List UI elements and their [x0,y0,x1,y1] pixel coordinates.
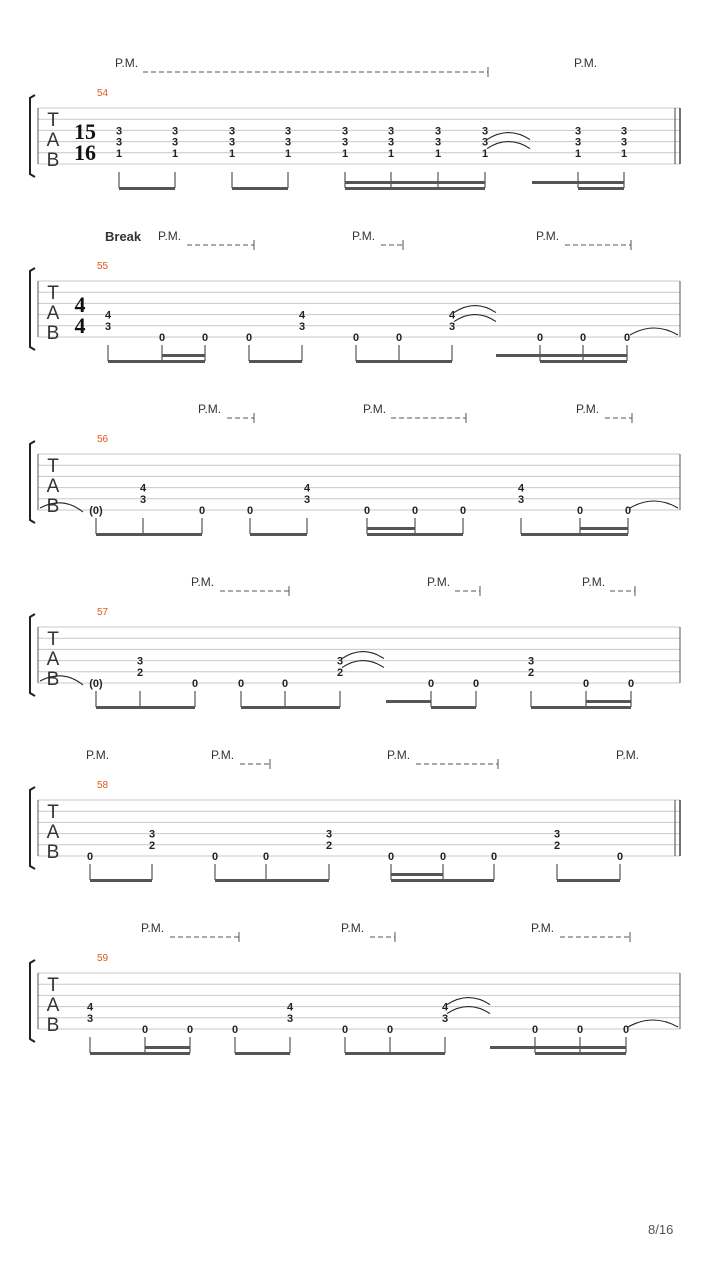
beam [90,1052,190,1055]
fret-number: 3 [553,828,561,841]
beam-secondary [367,527,415,530]
fret-number: 3 [104,320,112,333]
fret-number: 0 [352,332,360,344]
beam-secondary [162,354,205,357]
measure-number: 56 [97,434,109,445]
fret-number: 3 [434,125,442,138]
measure-number: 57 [97,607,109,618]
fret-number: 4 [139,482,147,495]
section-label: Break [105,229,142,244]
measure-number: 54 [97,88,109,99]
fret-number: 3 [574,136,582,149]
fret-number: 3 [115,136,123,149]
beam [367,533,463,536]
fret-number: 3 [115,125,123,138]
fret-number: 0 [622,1024,630,1036]
fret-number: 1 [620,147,628,160]
beam [557,879,620,882]
fret-number: 0 [191,678,199,690]
fret-number: 3 [298,320,306,333]
palm-mute-label: P.M. [141,921,165,935]
fret-number: 3 [286,1012,294,1025]
tie [454,315,496,322]
beam [235,1052,290,1055]
beam-secondary [391,873,443,876]
staff-system-54 [30,56,680,190]
fret-number: 2 [325,839,333,852]
tab-clef-letter: T [47,975,59,996]
palm-mute-label: P.M. [531,921,555,935]
fret-number: 1 [341,147,349,160]
tab-clef-letter: B [46,323,60,344]
tie-to-next [630,328,678,335]
beam [119,187,175,190]
fret-number: 2 [136,666,144,679]
fret-number: 0 [186,1024,194,1036]
fret-number: 3 [527,655,535,668]
palm-mute-label: P.M. [352,229,376,243]
tab-clef-letter: A [46,822,60,843]
tab-clef-letter: A [46,995,60,1016]
fret-number: 3 [341,136,349,149]
staff-bracket [30,960,35,1042]
fret-number: 0 [246,505,254,517]
fret-number: 3 [434,136,442,149]
palm-mute-label: P.M. [341,921,365,935]
beam [241,706,340,709]
tie [487,133,530,140]
fret-number: 0 [262,851,270,863]
fret-number: 0 [387,851,395,863]
beam [578,187,624,190]
time-signature-bottom: 4 [74,313,86,338]
fret-number: 0 [623,332,631,344]
fret-number: 0 [624,505,632,517]
fret-number: 0 [395,332,403,344]
beam-secondary [145,1046,190,1049]
fret-number: 0 [201,332,209,344]
fret-number: 3 [284,125,292,138]
fret-number: 3 [341,125,349,138]
fret-number: 0 [411,505,419,517]
fret-number: 3 [228,136,236,149]
fret-number: 3 [448,320,456,333]
fret-number: 3 [171,136,179,149]
fret-number: 0 [237,678,245,690]
beam [345,1052,445,1055]
beam [540,360,627,363]
fret-number: 1 [284,147,292,160]
fret-number: 3 [139,493,147,506]
beam-secondary [532,181,624,184]
fret-number: 3 [620,125,628,138]
fret-number: 0 [211,851,219,863]
fret-number: 0 [198,505,206,517]
fret-number: 1 [574,147,582,160]
fret-number: 1 [434,147,442,160]
palm-mute-label: P.M. [387,748,411,762]
tie-to-next [630,501,678,508]
staff-system-55 [30,229,680,363]
beam-secondary [490,1046,626,1049]
beam [531,706,631,709]
palm-mute-label: P.M. [427,575,451,589]
fret-number: 3 [387,125,395,138]
fret-number: 3 [228,125,236,138]
fret-number: 0 [281,678,289,690]
beam-secondary [586,700,631,703]
fret-number: 0 [531,1024,539,1036]
palm-mute-label: P.M. [616,748,640,762]
tab-clef-letter: B [46,842,60,863]
fret-number: 0 [459,505,467,517]
fret-number: 0 [536,332,544,344]
fret-number: 1 [171,147,179,160]
beam-secondary [386,700,431,703]
beam [250,533,307,536]
staff-bracket [30,441,35,523]
fret-number: 0 [341,1024,349,1036]
fret-number: 3 [387,136,395,149]
palm-mute-label: P.M. [191,575,215,589]
beam [391,879,494,882]
fret-number: 0 [579,332,587,344]
fret-number: 2 [527,666,535,679]
beam [249,360,302,363]
time-signature-top: 4 [74,292,86,317]
beam [96,706,195,709]
tab-clef-letter: B [46,150,60,171]
tie [447,1007,490,1014]
fret-number: 0 [616,851,624,863]
palm-mute-label: P.M. [574,56,598,70]
beam [535,1052,626,1055]
fret-number: 3 [284,136,292,149]
fret-number: 4 [441,1001,449,1014]
fret-number: 4 [286,1001,294,1014]
measure-number: 58 [97,780,109,791]
fret-number: 4 [86,1001,94,1014]
fret-number: 3 [171,125,179,138]
tab-clef-letter: A [46,649,60,670]
fret-number: 4 [303,482,311,495]
fret-number: 3 [148,828,156,841]
fret-number: 3 [336,655,344,668]
tab-clef-letter: A [46,476,60,497]
fret-number: 1 [387,147,395,160]
palm-mute-label: P.M. [158,229,182,243]
tab-clef-letter: T [47,283,59,304]
fret-number: 0 [582,678,590,690]
fret-number: 0 [490,851,498,863]
staff-system-57 [30,575,680,709]
fret-number: 0 [363,505,371,517]
fret-number: 0 [245,332,253,344]
beam [108,360,205,363]
fret-number: 4 [298,309,306,322]
tab-clef-letter: T [47,629,59,650]
palm-mute-label: P.M. [211,748,235,762]
fret-number: 3 [481,125,489,138]
fret-number: 4 [517,482,525,495]
fret-number: 0 [439,851,447,863]
tab-clef-letter: A [46,303,60,324]
palm-mute-label: P.M. [536,229,560,243]
measure-number: 59 [97,953,109,964]
fret-number: 3 [441,1012,449,1025]
staff-system-58 [30,748,680,882]
fret-number: 2 [148,839,156,852]
beam [356,360,452,363]
beam [215,879,329,882]
fret-number: 0 [427,678,435,690]
staff-bracket [30,787,35,869]
palm-mute-label: P.M. [582,575,606,589]
fret-number: 3 [574,125,582,138]
fret-number: 1 [115,147,123,160]
beam [431,706,476,709]
tab-clef-letter: T [47,110,59,131]
fret-number: 0 [472,678,480,690]
fret-number: 3 [303,493,311,506]
fret-number: 1 [481,147,489,160]
fret-number: (0) [89,678,103,690]
staff-bracket [30,614,35,696]
fret-number: (0) [89,505,103,517]
tab-clef-letter: B [46,496,60,517]
beam [345,187,485,190]
tab-clef-letter: T [47,456,59,477]
tie [342,661,384,668]
fret-number: 2 [553,839,561,852]
beam [96,533,202,536]
fret-number: 0 [231,1024,239,1036]
tab-clef-letter: T [47,802,59,823]
fret-number: 0 [627,678,635,690]
staff-system-59 [30,921,680,1055]
fret-number: 2 [336,666,344,679]
palm-mute-label: P.M. [115,56,139,70]
beam-secondary [496,354,627,357]
fret-number: 1 [228,147,236,160]
tie-to-next [628,1020,678,1027]
staff-system-56 [30,402,680,536]
palm-mute-label: P.M. [86,748,110,762]
fret-number: 0 [158,332,166,344]
staff-bracket [30,268,35,350]
beam-secondary [345,181,485,184]
fret-number: 0 [576,1024,584,1036]
fret-number: 0 [576,505,584,517]
beam [90,879,152,882]
page-number: 8/16 [648,1222,674,1237]
palm-mute-label: P.M. [198,402,222,416]
beam [232,187,288,190]
tab-clef-letter: B [46,1015,60,1036]
fret-number: 4 [104,309,112,322]
tie [487,142,530,149]
fret-number: 4 [448,309,456,322]
palm-mute-label: P.M. [363,402,387,416]
tab-clef-letter: B [46,669,60,690]
fret-number: 0 [386,1024,394,1036]
fret-number: 3 [481,136,489,149]
fret-number: 0 [86,851,94,863]
fret-number: 3 [517,493,525,506]
beam [521,533,628,536]
measure-number: 55 [97,261,109,272]
time-signature-bottom: 16 [74,140,96,165]
tab-clef-letter: A [46,130,60,151]
tie [342,652,384,659]
fret-number: 0 [141,1024,149,1036]
fret-number: 3 [136,655,144,668]
beam-secondary [580,527,628,530]
fret-number: 3 [620,136,628,149]
time-signature-top: 15 [74,119,96,144]
fret-number: 3 [86,1012,94,1025]
palm-mute-label: P.M. [576,402,600,416]
fret-number: 3 [325,828,333,841]
tie [454,306,496,313]
staff-bracket [30,95,35,177]
tie [447,998,490,1005]
